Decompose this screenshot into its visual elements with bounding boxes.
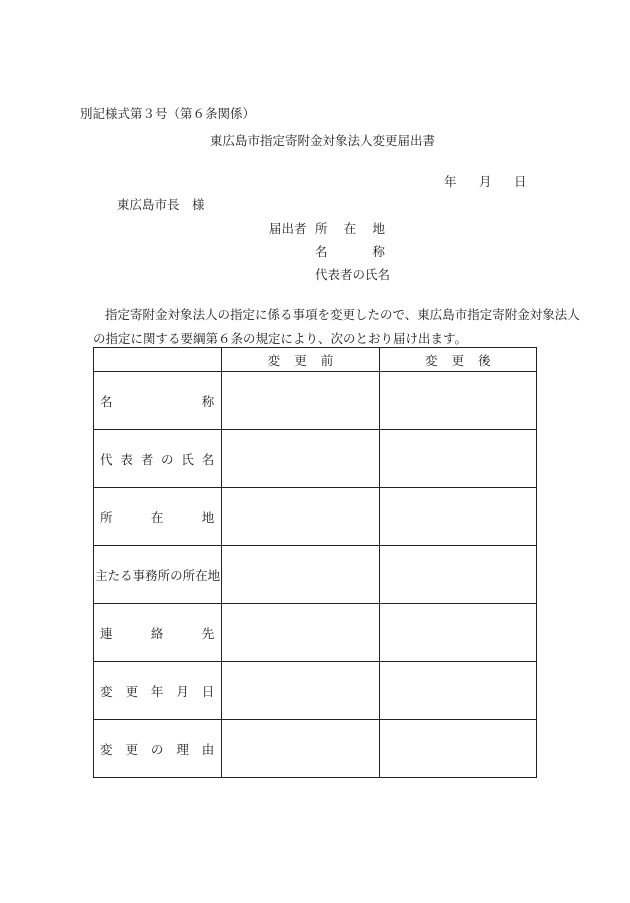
- before-value-cell[interactable]: [222, 430, 379, 488]
- before-value-cell[interactable]: [222, 604, 379, 662]
- before-value-cell[interactable]: [222, 372, 379, 430]
- before-value-cell[interactable]: [222, 720, 379, 778]
- before-value-cell[interactable]: [222, 662, 379, 720]
- date-year: 年: [444, 174, 457, 189]
- table-header-row: [94, 348, 537, 372]
- before-value-cell[interactable]: [222, 488, 379, 546]
- submitter-prefix: 届出者: [269, 221, 307, 236]
- change-table: [93, 347, 537, 778]
- submitter-name-label: 名 称: [315, 244, 385, 259]
- after-value-cell[interactable]: [379, 662, 536, 720]
- row-label-representative: 代 表 者 の 氏 名: [94, 430, 222, 488]
- after-value-cell[interactable]: [379, 372, 536, 430]
- row-label-contact: 連 絡 先: [94, 604, 222, 662]
- date-month: 月: [479, 174, 492, 189]
- row-label-change-date: 変 更 年 月 日: [94, 662, 222, 720]
- row-label-main-office: 主たる事務所の所在地: [94, 546, 222, 604]
- after-value-cell[interactable]: [379, 488, 536, 546]
- before-value-cell[interactable]: [222, 546, 379, 604]
- header-after: 変 更 後: [379, 348, 536, 372]
- document-title: 東広島市指定寄附金対象法人変更届出書: [210, 133, 436, 148]
- table-row: [94, 662, 537, 720]
- after-value-cell[interactable]: [379, 720, 536, 778]
- body-text-line-1: 指定寄附金対象法人の指定に係る事項を変更したので、東広島市指定寄附金対象法人: [105, 307, 580, 322]
- row-label-address: 所 在 地: [94, 488, 222, 546]
- row-label-change-reason: 変 更 の 理 由: [94, 720, 222, 778]
- table-row: [94, 372, 537, 430]
- form-number: 別記様式第３号（第６条関係）: [80, 106, 256, 121]
- table-row: [94, 720, 537, 778]
- table-row: [94, 546, 537, 604]
- table-row: [94, 430, 537, 488]
- table-row: [94, 604, 537, 662]
- row-label-name: 名 称: [94, 372, 222, 430]
- submitter-representative-label: 代表者の氏名: [315, 267, 391, 282]
- after-value-cell[interactable]: [379, 546, 536, 604]
- table-row: [94, 488, 537, 546]
- header-before: 変 更 前: [222, 348, 379, 372]
- body-text-line-2: の指定に関する要綱第６条の規定により、次のとおり届け出ます。: [93, 331, 468, 346]
- after-value-cell[interactable]: [379, 604, 536, 662]
- header-empty-cell: [94, 348, 222, 372]
- date-day: 日: [514, 174, 527, 189]
- after-value-cell[interactable]: [379, 430, 536, 488]
- submitter-address-label: 所 在 地: [315, 221, 385, 236]
- addressee: 東広島市長 様: [117, 197, 205, 212]
